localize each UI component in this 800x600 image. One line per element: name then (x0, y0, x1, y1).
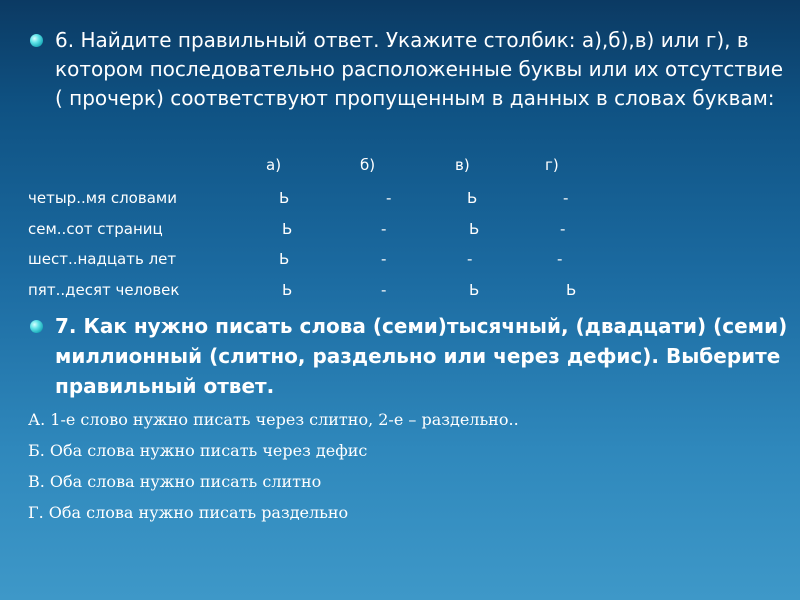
table-cell: - (560, 220, 566, 238)
table-row-word: пят..десят человек (28, 281, 180, 299)
table-row-word: четыр..мя словами (28, 189, 177, 207)
table-cell: Ь (282, 281, 293, 299)
table-cell: - (381, 250, 387, 268)
table-cell: - (557, 250, 563, 268)
column-header-v: в) (455, 156, 470, 174)
bullet-icon (30, 34, 43, 47)
table-cell: - (381, 220, 387, 238)
table-cell: Ь (282, 220, 293, 238)
table-cell: - (467, 250, 473, 268)
answer-option-b: Б. Оба слова нужно писать через дефис (28, 441, 368, 460)
answer-option-a: А. 1-е слово нужно писать через слитно, 2-е – раздельно.. (28, 410, 519, 429)
column-header-a: а) (266, 156, 282, 174)
answer-option-g: Г. Оба слова нужно писать раздельно (28, 503, 349, 522)
column-header-b: б) (360, 156, 376, 174)
answer-option-v: В. Оба слова нужно писать слитно (28, 472, 322, 491)
table-cell: Ь (469, 220, 480, 238)
table-cell: - (563, 189, 569, 207)
table-cell: Ь (467, 189, 478, 207)
table-cell: - (386, 189, 392, 207)
bullet-icon (30, 320, 43, 333)
table-cell: Ь (566, 281, 577, 299)
question-7-text: 7. Как нужно писать слова (семи)тысячный, (двадцати) (семи) миллионный (слитно, раздельно или через дефис). Выберите правильный ответ. (55, 314, 788, 398)
column-header-g: г) (545, 156, 559, 174)
table-row-word: сем..сот страниц (28, 220, 163, 238)
table-row-word: шест..надцать лет (28, 250, 177, 268)
table-cell: Ь (469, 281, 480, 299)
question-6-text: 6. Найдите правильный ответ. Укажите столбик: а),б),в) или г), в котором последовательно расположенные буквы или их отсутствие ( прочерк) соответствуют пропущенным в данных в словах буквам: (55, 28, 784, 110)
table-cell: - (381, 281, 387, 299)
table-cell: Ь (279, 250, 290, 268)
table-cell: Ь (279, 189, 290, 207)
